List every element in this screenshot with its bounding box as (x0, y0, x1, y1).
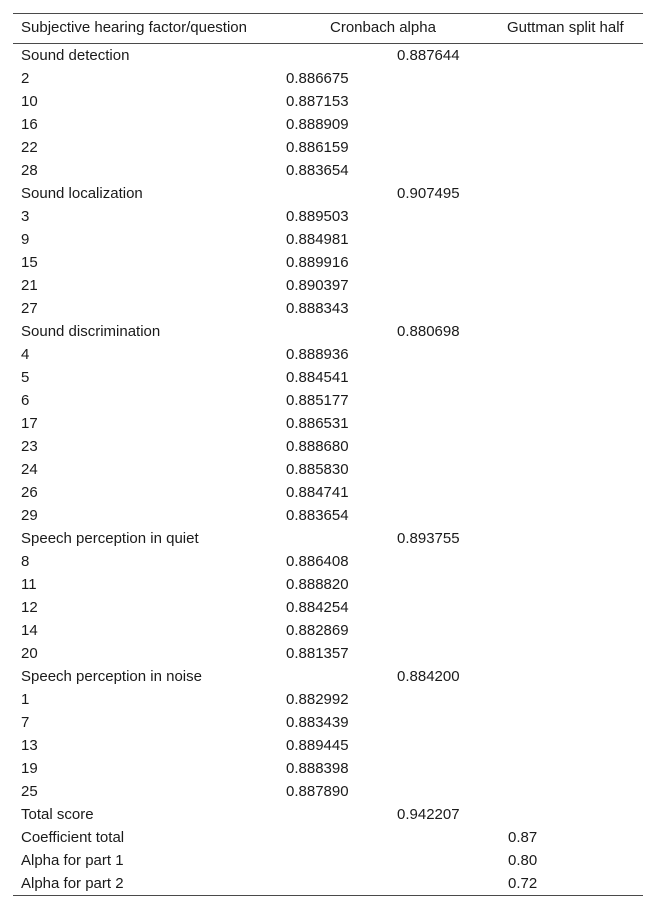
table-row (13, 527, 643, 550)
question-number: 17 (21, 415, 38, 432)
question-number: 21 (21, 277, 38, 294)
table-row (13, 619, 643, 642)
item-alpha-value: 0.885177 (286, 392, 349, 409)
question-number: 4 (21, 346, 30, 363)
item-alpha-value: 0.885830 (286, 461, 349, 478)
item-alpha-value: 0.888680 (286, 438, 349, 455)
table-row (13, 113, 643, 136)
question-number: 14 (21, 622, 38, 639)
summary-label: Alpha for part 2 (21, 875, 124, 892)
question-number: 25 (21, 783, 38, 800)
table-row (13, 251, 643, 274)
question-number: 6 (21, 392, 30, 409)
table-row (13, 274, 643, 297)
guttman-value: 0.72 (508, 875, 538, 892)
factor-name: Total score (21, 806, 94, 823)
table-row (13, 228, 643, 251)
factor-name: Sound discrimination (21, 323, 161, 340)
table-row (13, 550, 643, 573)
factor-alpha-value: 0.893755 (397, 530, 460, 547)
item-alpha-value: 0.883654 (286, 507, 349, 524)
header-cronbach-alpha: Cronbach alpha (330, 19, 436, 36)
question-number: 29 (21, 507, 38, 524)
table-bottom-rule (13, 895, 643, 896)
item-alpha-value: 0.883439 (286, 714, 349, 731)
item-alpha-value: 0.889916 (286, 254, 349, 271)
factor-name: Speech perception in quiet (21, 530, 199, 547)
item-alpha-value: 0.884254 (286, 599, 349, 616)
question-number: 16 (21, 116, 38, 133)
table-row (13, 780, 643, 803)
item-alpha-value: 0.883654 (286, 162, 349, 179)
question-number: 12 (21, 599, 38, 616)
table-row (13, 734, 643, 757)
question-number: 7 (21, 714, 30, 731)
item-alpha-value: 0.884541 (286, 369, 349, 386)
table-row (13, 67, 643, 90)
guttman-value: 0.80 (508, 852, 538, 869)
item-alpha-value: 0.888820 (286, 576, 349, 593)
item-alpha-value: 0.882992 (286, 691, 349, 708)
table-row (13, 826, 643, 849)
item-alpha-value: 0.888936 (286, 346, 349, 363)
question-number: 15 (21, 254, 38, 271)
question-number: 2 (21, 70, 30, 87)
factor-alpha-value: 0.880698 (397, 323, 460, 340)
header-guttman-split-half: Guttman split half (507, 19, 624, 36)
table-row (13, 182, 643, 205)
table-row (13, 44, 643, 67)
item-alpha-value: 0.886531 (286, 415, 349, 432)
table-row (13, 573, 643, 596)
item-alpha-value: 0.887890 (286, 783, 349, 800)
table-row (13, 412, 643, 435)
question-number: 11 (21, 576, 37, 593)
question-number: 13 (21, 737, 38, 754)
item-alpha-value: 0.886408 (286, 553, 349, 570)
table-row (13, 849, 643, 872)
item-alpha-value: 0.889445 (286, 737, 349, 754)
summary-label: Alpha for part 1 (21, 852, 124, 869)
question-number: 20 (21, 645, 38, 662)
table-row (13, 711, 643, 734)
table-row (13, 90, 643, 113)
item-alpha-value: 0.888909 (286, 116, 349, 133)
question-number: 10 (21, 93, 38, 110)
factor-name: Speech perception in noise (21, 668, 202, 685)
factor-name: Sound localization (21, 185, 143, 202)
table-row (13, 435, 643, 458)
table-row (13, 688, 643, 711)
item-alpha-value: 0.884741 (286, 484, 349, 501)
table-row (13, 320, 643, 343)
factor-alpha-value: 0.907495 (397, 185, 460, 202)
table-row (13, 642, 643, 665)
question-number: 24 (21, 461, 38, 478)
question-number: 26 (21, 484, 38, 501)
question-number: 23 (21, 438, 38, 455)
item-alpha-value: 0.884981 (286, 231, 349, 248)
question-number: 3 (21, 208, 30, 225)
table-row (13, 596, 643, 619)
table-body (13, 44, 643, 895)
reliability-table (13, 13, 643, 896)
table-row (13, 872, 643, 895)
table-row (13, 205, 643, 228)
item-alpha-value: 0.890397 (286, 277, 349, 294)
table-row (13, 458, 643, 481)
guttman-value: 0.87 (508, 829, 538, 846)
table-row (13, 504, 643, 527)
item-alpha-value: 0.886675 (286, 70, 349, 87)
item-alpha-value: 0.881357 (286, 645, 349, 662)
table-row (13, 481, 643, 504)
question-number: 19 (21, 760, 38, 777)
question-number: 9 (21, 231, 30, 248)
item-alpha-value: 0.888343 (286, 300, 349, 317)
factor-name: Sound detection (21, 47, 130, 64)
factor-alpha-value: 0.942207 (397, 806, 460, 823)
table-row (13, 136, 643, 159)
item-alpha-value: 0.886159 (286, 139, 349, 156)
table-row (13, 389, 643, 412)
question-number: 28 (21, 162, 38, 179)
table-row (13, 366, 643, 389)
factor-alpha-value: 0.887644 (397, 47, 460, 64)
table-row (13, 757, 643, 780)
table-row (13, 665, 643, 688)
header-factor-question: Subjective hearing factor/question (21, 19, 247, 36)
table-row (13, 297, 643, 320)
factor-alpha-value: 0.884200 (397, 668, 460, 685)
item-alpha-value: 0.889503 (286, 208, 349, 225)
item-alpha-value: 0.888398 (286, 760, 349, 777)
summary-label: Coefficient total (21, 829, 125, 846)
question-number: 22 (21, 139, 38, 156)
question-number: 5 (21, 369, 30, 386)
item-alpha-value: 0.887153 (286, 93, 349, 110)
table-row (13, 159, 643, 182)
table-header (13, 14, 643, 43)
question-number: 8 (21, 553, 30, 570)
question-number: 1 (21, 691, 30, 708)
table-row (13, 803, 643, 826)
question-number: 27 (21, 300, 38, 317)
item-alpha-value: 0.882869 (286, 622, 349, 639)
table-row (13, 343, 643, 366)
